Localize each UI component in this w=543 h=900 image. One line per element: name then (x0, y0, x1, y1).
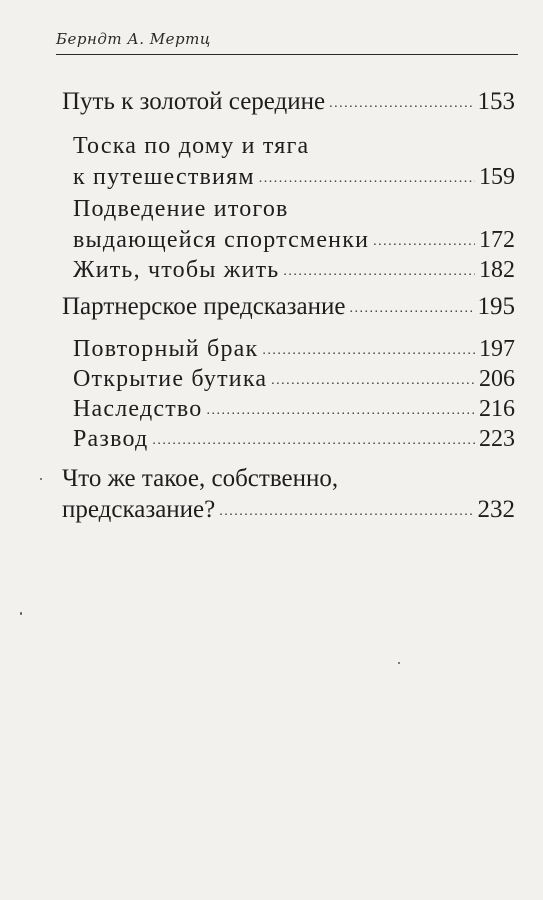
author-name: Берндт А. Мертц (56, 30, 211, 48)
toc-entry-title: Подведение итогов (73, 196, 289, 222)
toc-entry-title: Партнерское предсказание (62, 293, 346, 320)
toc-entry-title: выдающейся спортсменки (73, 227, 370, 253)
speck (398, 662, 400, 664)
toc-entry-page: 197 (479, 336, 515, 362)
toc-entry-title: предсказание? (62, 496, 216, 523)
dot-leader (259, 171, 475, 187)
toc-entry-title: Развод (73, 426, 149, 452)
dot-leader (152, 433, 475, 449)
toc-entry-line (73, 133, 515, 160)
toc-entry (73, 336, 515, 363)
toc-entry-page: 153 (477, 88, 515, 115)
running-header (56, 30, 518, 55)
toc-entry (73, 164, 515, 191)
dot-leader (329, 96, 473, 112)
toc-entry-page: 159 (479, 164, 515, 190)
toc-entry-page: 172 (479, 227, 515, 253)
toc-entry-page: 206 (479, 366, 515, 392)
toc-entry-title: Повторный брак (73, 336, 259, 362)
toc-entry (73, 227, 515, 254)
toc-entry-title: Путь к золотой середине (62, 88, 326, 115)
speck (40, 478, 42, 480)
toc-entry-title: Тоска по дому и тяга (73, 133, 310, 159)
dot-leader (262, 343, 475, 359)
toc-entry-page: 223 (479, 426, 515, 452)
dot-leader (219, 504, 473, 520)
toc-entry-page: 216 (479, 396, 515, 422)
toc-entry (73, 426, 515, 453)
dot-leader (373, 234, 475, 250)
toc-entry-title: Наследство (73, 396, 203, 422)
toc-entry (73, 396, 515, 423)
toc-entry-line (73, 196, 515, 223)
toc-entry-page: 182 (479, 257, 515, 283)
toc-entry-line (62, 465, 515, 493)
dot-leader (271, 373, 475, 389)
toc-entry (73, 366, 515, 393)
toc-entry-title: Жить, чтобы жить (73, 257, 280, 283)
dot-leader (283, 264, 475, 280)
toc-entry-page: 195 (477, 293, 515, 320)
toc-entry-page: 232 (477, 496, 515, 523)
toc-entry (62, 293, 515, 321)
toc-entry (73, 257, 515, 284)
toc-entry-title: Открытие бутика (73, 366, 268, 392)
speck (20, 612, 22, 615)
dot-leader (350, 301, 474, 317)
toc-entry-title: к путешествиям (73, 164, 255, 190)
dot-leader (206, 403, 475, 419)
toc-entry (62, 496, 515, 524)
toc-entry (62, 88, 515, 116)
toc-entry-title: Что же такое, собственно, (62, 465, 339, 492)
